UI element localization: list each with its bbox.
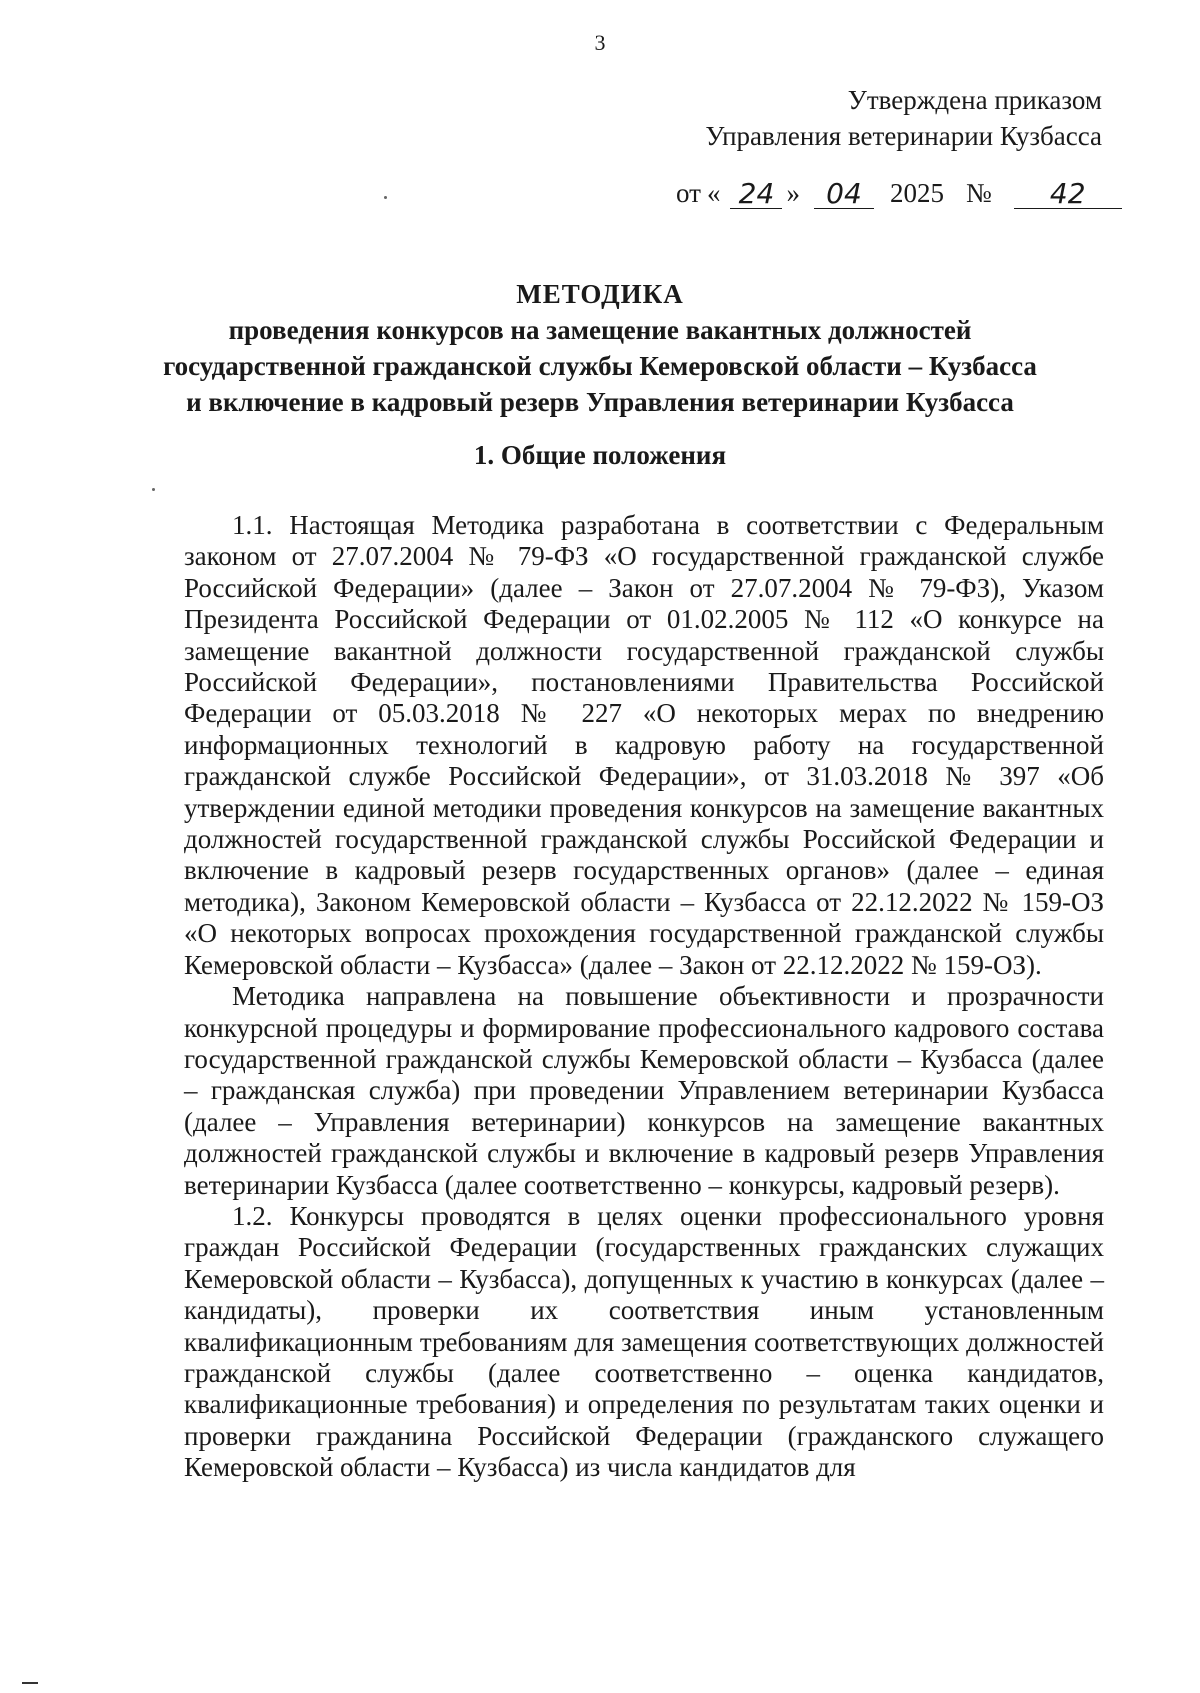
number-sign: № <box>965 178 992 208</box>
scan-corner-mark <box>22 1682 38 1684</box>
order-year: 2025 <box>889 178 944 208</box>
page-number: 3 <box>594 30 606 55</box>
order-month: 04 <box>814 180 874 209</box>
title-line-2: государственной гражданской службы Кемеровской области – Кузбасса <box>163 351 1037 381</box>
order-prefix: от <box>676 178 701 208</box>
section-heading: 1. Общие положения <box>473 440 727 470</box>
section-body <box>184 510 1104 1484</box>
scan-speck <box>384 196 387 199</box>
approval-line-1: Утверждена приказом <box>847 85 1102 115</box>
title-line-1: проведения конкурсов на замещение вакантных должностей <box>228 315 972 345</box>
close-quote: » <box>786 178 800 208</box>
order-number: 42 <box>1014 180 1122 209</box>
approval-line-2: Управления ветеринарии Кузбасса <box>705 121 1102 151</box>
scan-speck <box>152 488 155 491</box>
document-title: МЕТОДИКА <box>516 279 684 309</box>
approval-stamp-block <box>705 82 1102 154</box>
paragraph: 1.2. Конкурсы проводятся в целях оценки профессионального уровня граждан Российской Федерации (государственных гражданских служащих Кемеровской области – Кузбасса), допущенных к участию в конкурсах (далее – кандидаты), проверки их соответствия иным установленным квалификационным требованиям для замещения соответствующих должностей гражданской службы (далее соответственно – оценка кандидатов, квалификационные требования) и определения по результатам таких оценки и проверки гражданина Российской Федерации (гражданского служащего Кемеровской области – Кузбасса) из числа кандидатов для <box>184 1200 1104 1483</box>
open-quote: « <box>706 178 721 208</box>
order-day: 24 <box>730 180 782 209</box>
paragraph: Методика направлена на повышение объективности и прозрачности конкурсной процедуры и формирование профессионального кадрового состава государственной гражданской службы Кемеровской области – Кузбасса (далее – гражданская служба) при проведении Управлением ветеринарии Кузбасса (далее – Управления ветеринарии) конкурсов на замещение вакантных должностей гражданской службы и включение в кадровый резерв Управления ветеринарии Кузбасса (далее соответственно – конкурсы, кадровый резерв). <box>184 981 1104 1200</box>
document-title-block <box>0 276 1200 420</box>
order-reference <box>676 178 1122 209</box>
title-line-3: и включение в кадровый резерв Управления ветеринарии Кузбасса <box>186 387 1014 417</box>
paragraph: 1.1. Настоящая Методика разработана в соответствии с Федеральным законом от 27.07.2004 № 79-ФЗ «О государственной гражданской службе Российской Федерации» (далее – Закон от 27.07.2004 № 79-ФЗ), Указом Президента Российской Федерации от 01.02.2005 № 112 «О конкурсе на замещение вакантной должности государственной гражданской службы Российской Федерации», постановлениями Правительства Российской Федерации от 05.03.2018 № 227 «О некоторых мерах по внедрению информационных технологий в кадровую работу на государственной гражданской службе Российской Федерации», от 31.03.2018 № 397 «Об утверждении единой методики проведения конкурсов на замещение вакантных должностей государственной гражданской службы Российской Федерации и включение в кадровый резерв государственных органов» (далее – единая методика), Законом Кемеровской области – Кузбасса от 22.12.2022 № 159-ОЗ «О некоторых вопросах прохождения государственной гражданской службы Кемеровской области – Кузбасса» (далее – Закон от 22.12.2022 № 159-ОЗ). <box>184 510 1104 980</box>
